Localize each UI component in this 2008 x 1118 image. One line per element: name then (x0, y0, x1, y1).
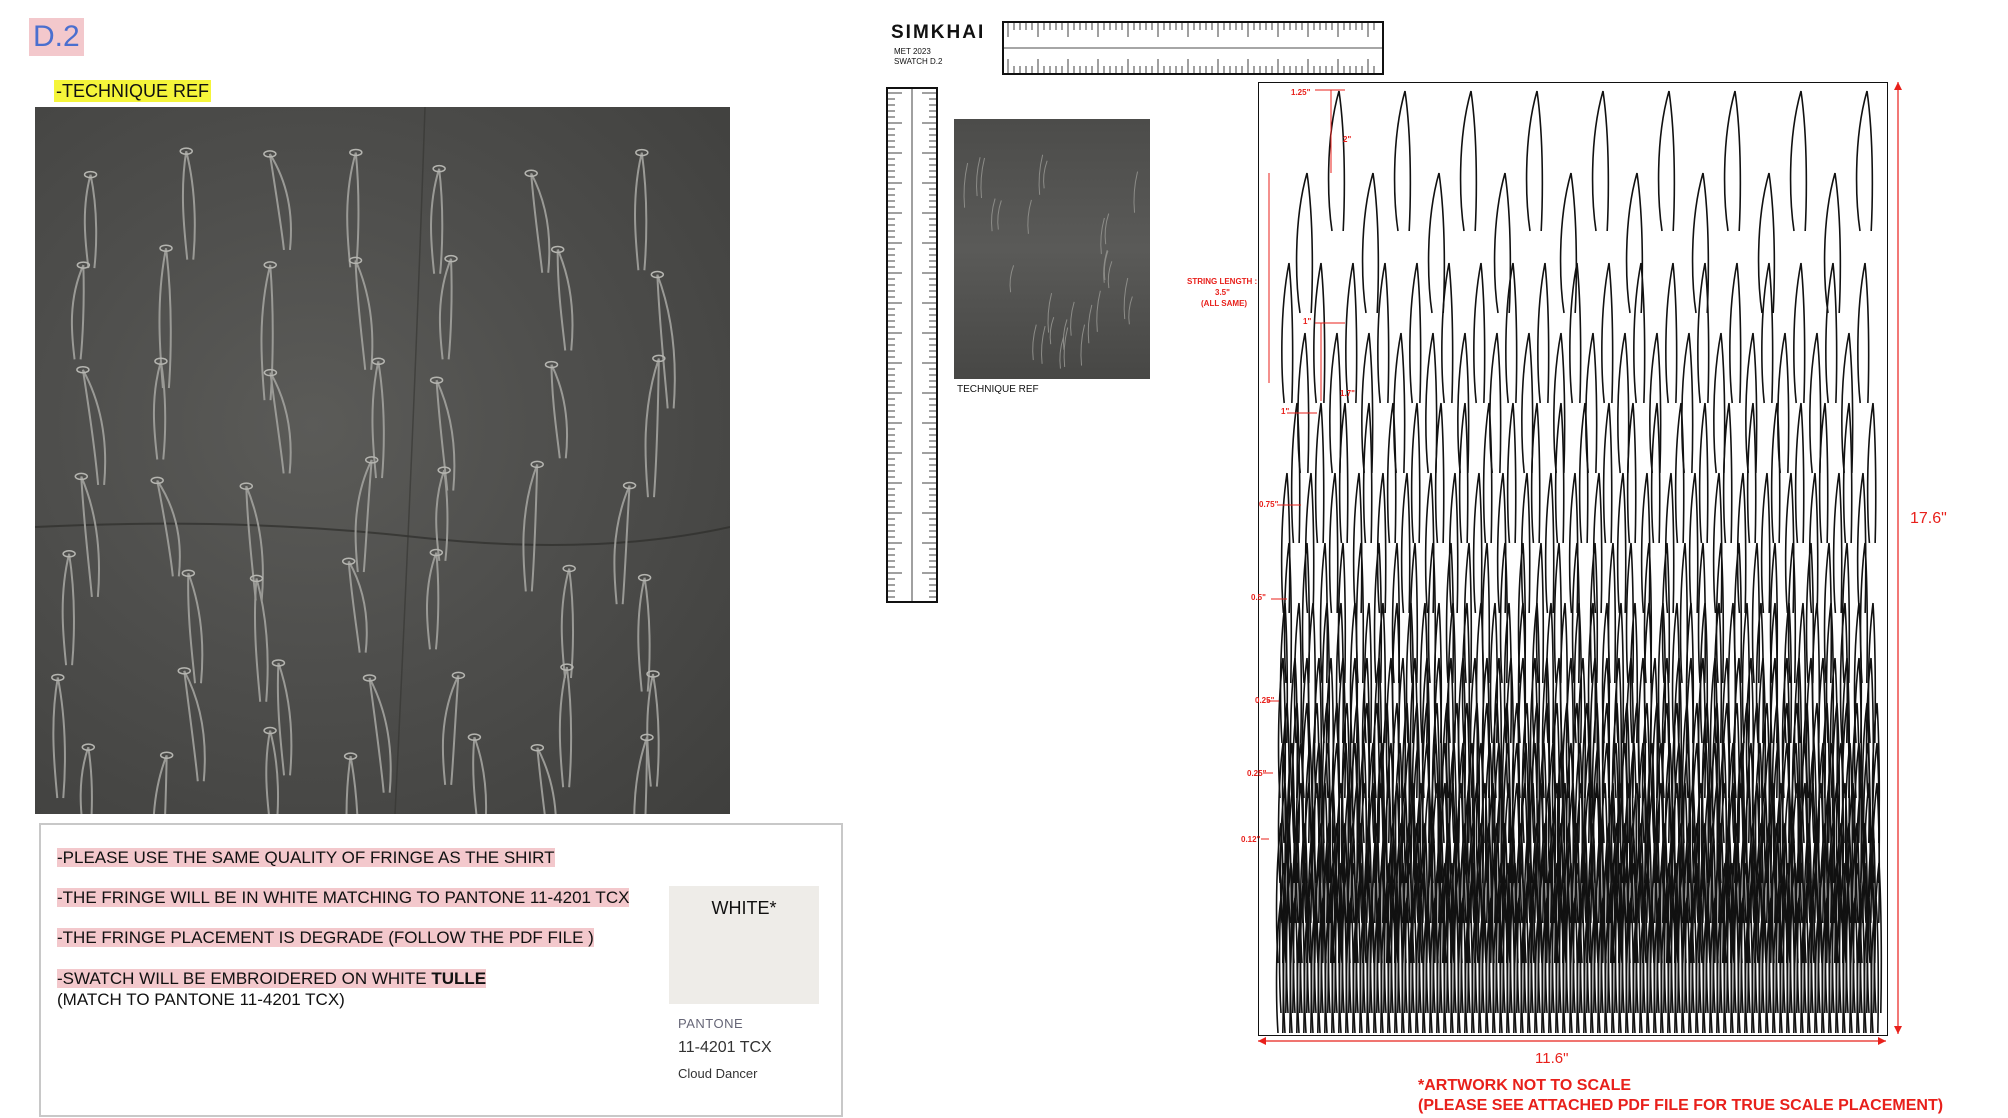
horizontal-ruler (1002, 21, 1384, 75)
annotation-row-length-2: 1.7" (1340, 389, 1355, 398)
technique-title: -TECHNIQUE REF (56, 81, 209, 101)
brand-name: SIMKHAI (891, 22, 986, 43)
technique-photo-small (954, 119, 1150, 379)
swatch-color-name: WHITE* (711, 898, 777, 918)
brand-collection: MET 2023 (894, 47, 931, 56)
pantone-code: 11-4201 TCX (678, 1039, 772, 1056)
fringe-strand (436, 470, 447, 561)
fringe-strand (278, 663, 291, 775)
fringe-strand (188, 573, 202, 683)
fringe-strand (347, 756, 359, 814)
fringe-strand (440, 259, 452, 360)
fringe-strand (356, 260, 373, 369)
fringe-strand (635, 153, 646, 271)
fringe-strand (255, 578, 268, 701)
fringe-strand (634, 737, 647, 814)
fringe-strand (537, 748, 556, 814)
fringe-strand (638, 578, 649, 692)
technique-photo (35, 107, 730, 814)
dimension-width: 11.6" (1535, 1050, 1569, 1067)
fringe-strand (431, 169, 442, 274)
fringe-strand (647, 674, 658, 787)
fringe-strand (246, 486, 263, 600)
fringe-strand (266, 731, 278, 814)
disclaimer-not-to-scale: *ARTWORK NOT TO SCALE (1418, 1077, 1632, 1094)
fringe-strand (443, 675, 459, 785)
fringe-strand (157, 480, 180, 576)
fringe-strand (523, 464, 537, 591)
pantone-name: Cloud Dancer (678, 1066, 758, 1081)
fringe-strand (83, 370, 105, 485)
fringe-strand (63, 554, 74, 665)
annotation-row-spacing-5: 0.5" (1251, 593, 1266, 602)
fringe-strand (562, 569, 573, 678)
brand-swatch-id: SWATCH D.2 (894, 57, 943, 66)
fringe-strand (270, 373, 290, 474)
pantone-swatch-card (669, 886, 819, 1112)
annotation-row-spacing-3: 1" (1281, 407, 1290, 416)
annotation-row-spacing-6: 0.25" (1255, 696, 1275, 705)
fringe-strand (347, 152, 358, 267)
technique-photo-caption: TECHNIQUE REF (957, 384, 1039, 395)
fringe-strand (427, 553, 438, 650)
note-fringe-quality: -PLEASE USE THE SAME QUALITY OF FRINGE AS THE SHIRT (57, 848, 555, 867)
annotation-string-length-value: 3.5" (1215, 288, 1230, 297)
fringe-strand (558, 249, 573, 350)
pantone-label: PANTONE (678, 1016, 744, 1031)
fringe-strand (81, 476, 99, 597)
fringe-strand (184, 671, 205, 781)
note-swatch-base: -SWATCH WILL BE EMBROIDERED ON WHITE TULLE (MATCH TO PANTONE 11-4201 TCX) (57, 969, 487, 1009)
fringe-strand (85, 175, 96, 269)
fringe-strand (153, 755, 166, 814)
fringe-strand (369, 678, 390, 793)
dimension-lines (1250, 80, 1910, 1050)
fringe-strand (356, 460, 372, 572)
annotation-top-spacing: 1.25" (1291, 88, 1311, 97)
fringe-strand (657, 275, 675, 409)
fringe-strand (53, 677, 65, 798)
fringe-strand (183, 151, 195, 259)
fringe-strand (81, 747, 92, 814)
disclaimer-see-pdf: (PLEASE SEE ATTACHED PDF FILE FOR TRUE SCALE PLACEMENT) (1418, 1097, 1944, 1114)
fringe-strand (72, 265, 84, 359)
fringe-strand (349, 561, 367, 652)
note-fringe-placement: -THE FRINGE PLACEMENT IS DEGRADE (FOLLOW THE PDF FILE ) (57, 928, 594, 947)
annotation-row-spacing-4: 0.75" (1259, 500, 1279, 509)
fringe-strand (270, 154, 291, 250)
annotation-string-length: STRING LENGTH : (1187, 277, 1258, 286)
swatch-color-chip (669, 886, 819, 1004)
dimension-height: 17.6" (1910, 510, 1947, 527)
fringe-strand (473, 737, 486, 814)
fringe-strand (531, 173, 549, 272)
fringe-strand (614, 486, 629, 605)
annotation-top-length: 2" (1343, 135, 1352, 144)
vertical-ruler (886, 87, 938, 603)
fringe-strand (154, 361, 165, 459)
fringe-strand (645, 358, 658, 497)
page-label: D.2 (29, 18, 84, 56)
fringe-photo-strands (35, 107, 730, 814)
annotation-row-spacing-7: 0.25" (1247, 769, 1267, 778)
annotation-row-spacing-8: 0.12" (1241, 835, 1261, 844)
fringe-strand (551, 365, 567, 459)
annotation-string-length-note: (ALL SAME) (1201, 299, 1248, 308)
annotation-row-spacing-1: 1" (1303, 317, 1312, 326)
note-fringe-color: -THE FRINGE WILL BE IN WHITE MATCHING TO PANTONE 11-4201 TCX (57, 888, 630, 907)
fringe-strand (560, 667, 571, 787)
